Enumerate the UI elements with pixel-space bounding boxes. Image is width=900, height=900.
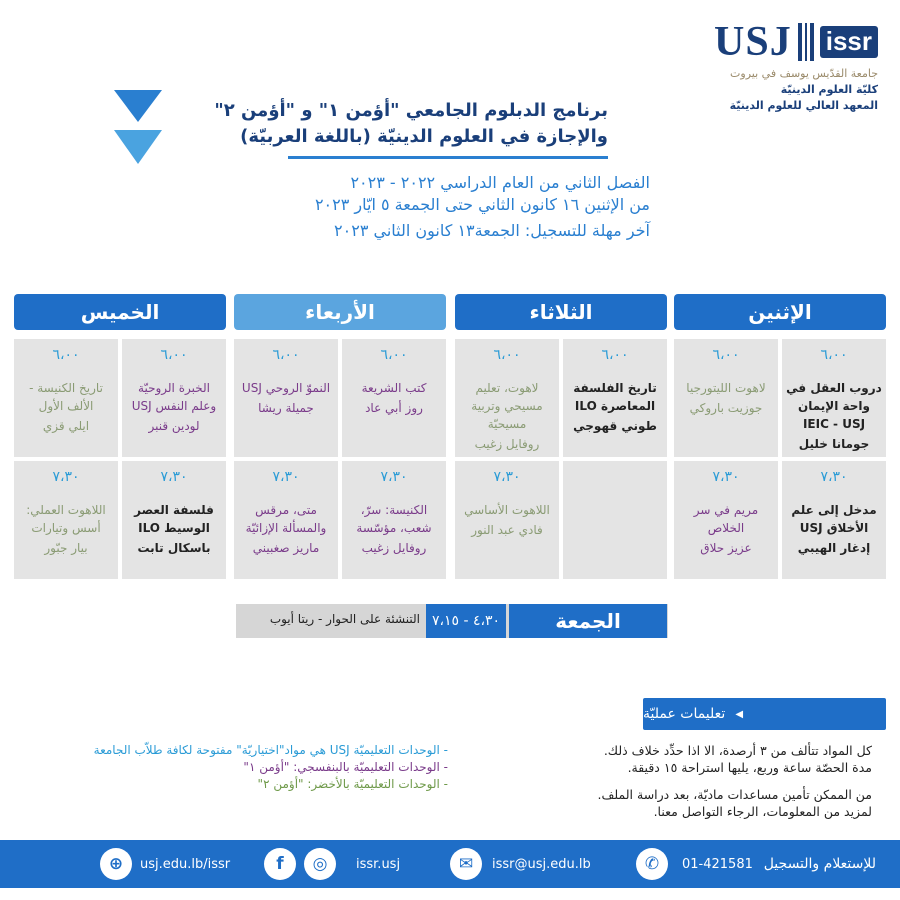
usj-emblem-icon (798, 23, 814, 61)
footer-web[interactable] (100, 840, 230, 888)
practical-info-text (572, 742, 872, 820)
schedule-cell-thu-3 (122, 461, 226, 579)
day-header-tuesday: الثلاثاء (455, 294, 667, 330)
schedule-cell-thu-4 (14, 461, 118, 579)
teacher-name: باسكال تابت (137, 541, 211, 555)
schedule-cell-mon-3 (782, 461, 886, 579)
teacher-name: روفايل زغيب (474, 437, 540, 451)
course-name: لاهوت الليتورجيا (686, 381, 766, 395)
course-name: الخبرة الروحيّة وعلم النفس USJ (131, 381, 217, 413)
logo-university-name: جامعة القدّيس يوسف في بيروت (730, 67, 878, 80)
facebook-icon: f (264, 848, 296, 880)
teacher-name: جومانا خليل (798, 437, 870, 451)
usj-wordmark: USJ (714, 19, 792, 65)
contact-label: للإستعلام والتسجيل (763, 856, 876, 872)
schedule-cell-tue-2 (455, 339, 559, 457)
title-line-2: والإجازة في العلوم الدينيّة (باللغة العربيّة) (240, 126, 608, 147)
schedule-cell-tue-1 (563, 339, 667, 457)
friday-time: ٤،٣٠ - ٧،١٥ (426, 604, 506, 638)
semester-line: الفصل الثاني من العام الدراسي ٢٠٢٢ - ٢٠٢٣ (350, 173, 650, 192)
schedule-cell-tue-3 (563, 461, 667, 579)
title-underline (288, 156, 608, 159)
logo-marks (698, 18, 878, 66)
social-handle: issr.usj (356, 856, 401, 872)
logo-institute-name: المعهد العالي للعلوم الدينيّة (729, 99, 878, 112)
teacher-name: ايلي قزي (42, 419, 90, 433)
slot-time: ٧،٣٠ (820, 469, 848, 485)
course-name: النموّ الروحي USJ (241, 381, 331, 395)
course-name: لاهوت، تعليم مسيحي وتربية مسيحيّة (471, 381, 543, 431)
usj-issr-logo (698, 18, 878, 114)
slot-time: ٦،٠٠ (493, 347, 521, 363)
schedule-cell-wed-3 (342, 461, 446, 579)
slot-time: ٧،٣٠ (272, 469, 300, 485)
triangle-right-icon: ◀ (735, 708, 744, 720)
footer-label-wrap (764, 840, 876, 888)
schedule-cell-mon-4 (674, 461, 778, 579)
teacher-name: فادي عبد النور (471, 523, 543, 537)
teacher-name: عزيز حلاق (700, 541, 752, 555)
slot-time: ٦،٠٠ (272, 347, 300, 363)
instagram-icon: ◎ (304, 848, 336, 880)
day-header-wednesday: الأربعاء (234, 294, 446, 330)
course-name: متى، مرقس والمسألة الإزائيّة (245, 503, 327, 535)
footer-contact-bar (0, 840, 900, 888)
slot-time: ٦،٠٠ (160, 347, 188, 363)
title-line-1: برنامج الدبلوم الجامعي "أؤمن ١" و "أؤمن ٢" (214, 100, 608, 121)
slot-time: ٧،٣٠ (380, 469, 408, 485)
course-name: اللاهوت الأساسي (464, 503, 550, 517)
teacher-name: لودين قنبر (148, 419, 200, 433)
slot-time: ٧،٣٠ (493, 469, 521, 485)
course-name: دروب العقل في واحة الإيمان IEIC - USJ (786, 381, 882, 431)
slot-time: ٦،٠٠ (820, 347, 848, 363)
course-name: مدخل إلى علم الأخلاق USJ (791, 503, 877, 535)
practical-info-label: تعليمات عمليّة (643, 706, 726, 722)
schedule-cell-thu-1 (122, 339, 226, 457)
course-name: تاريخ الكنيسة - الألف الأول (29, 381, 103, 413)
footer-social[interactable] (264, 840, 400, 888)
course-name: تاريخ الفلسفة المعاصرة ILO (573, 381, 657, 413)
program-title (214, 98, 608, 159)
dates-line: من الإثنين ١٦ كانون الثاني حتى الجمعة ٥ ايّار ٢٠٢٣ (314, 195, 650, 214)
slot-time: ٦،٠٠ (712, 347, 740, 363)
globe-icon: ⊕ (100, 848, 132, 880)
day-header-thursday: الخميس (14, 294, 226, 330)
teacher-name: روفايل زغيب (361, 541, 427, 555)
teacher-name: ماريز صغبيني (252, 541, 320, 555)
slot-time: ٧،٣٠ (160, 469, 188, 485)
triangle-down-icon (114, 90, 162, 122)
slot-time: ٧،٣٠ (712, 469, 740, 485)
issr-wordmark: issr (820, 26, 878, 58)
slot-time: ٦،٠٠ (601, 347, 629, 363)
footer-phone[interactable] (636, 840, 753, 888)
triangle-down-icon (114, 130, 162, 164)
teacher-name: جوزيت باروكي (689, 401, 763, 415)
schedule-cell-wed-1 (342, 339, 446, 457)
note-green: - الوحدات التعليميّة بالأخضر: "أؤمن ٢" (257, 777, 448, 791)
teacher-name: إدغار الهيبي (797, 541, 871, 555)
course-name: الكنيسة: سرّ، شعب، مؤسّسة (356, 503, 432, 535)
teacher-name: طوني قهوجي (573, 419, 657, 433)
schedule-cell-thu-2 (14, 339, 118, 457)
teacher-name: بيار جبّور (44, 541, 88, 555)
day-header-monday: الإثنين (674, 294, 886, 330)
schedule-cell-mon-2 (674, 339, 778, 457)
slot-time: ٧،٣٠ (52, 469, 80, 485)
schedule-cell-mon-1 (782, 339, 886, 457)
course-name: كتب الشريعة (361, 381, 427, 395)
info-line: كل المواد تتألف من ٣ أرصدة، الا اذا حدِّد خلاف ذلك. (603, 743, 872, 758)
schedule-cell-wed-4 (234, 461, 338, 579)
phone-number: 01-421581 (682, 856, 753, 872)
info-line: مدة الحصّة ساعة وربع، يليها استراحة ١٥ دقيقة. (627, 760, 872, 775)
website: usj.edu.lb/issr (140, 856, 231, 872)
envelope-icon: ✉ (450, 848, 482, 880)
email-address: issr@usj.edu.lb (492, 856, 591, 872)
practical-info-button[interactable] (643, 698, 886, 730)
note-purple: - الوحدات التعليميّة بالبنفسجي: "أؤمن ١" (243, 760, 448, 774)
teacher-name: روز أبي عاد (365, 401, 423, 415)
schedule-cell-tue-4 (455, 461, 559, 579)
slot-time: ٦،٠٠ (380, 347, 408, 363)
course-name: فلسفة العصر الوسيط ILO (134, 503, 214, 535)
legend-notes (48, 742, 448, 793)
course-name: مريم في سر الخلاص (693, 503, 759, 535)
deadline-line: آخر مهلة للتسجيل: الجمعة١٣ كانون الثاني ٢٠٢٣ (334, 221, 650, 240)
schedule-cell-wed-2 (234, 339, 338, 457)
day-header-friday: الجمعة (509, 604, 667, 638)
slot-time: ٦،٠٠ (52, 347, 80, 363)
semester-info (230, 172, 650, 242)
course-name: اللاهوت العملي: أسس وتيارات (26, 503, 106, 535)
friday-course: التنشئة على الحوار - ريتا أيوب (269, 612, 420, 626)
logo-faculty-name: كليّة العلوم الدينيّة (780, 83, 878, 96)
info-line: لمزيد من المعلومات، الرجاء التواصل معنا. (653, 804, 872, 819)
teacher-name: جميلة ريشا (258, 401, 314, 415)
footer-email[interactable] (450, 840, 591, 888)
note-usj: - الوحدات التعليميّة USJ هي مواد"اختياريّة" مفتوحة لكافة طلاّب الجامعة (93, 743, 448, 757)
phone-icon: ✆ (636, 848, 668, 880)
info-line: من الممكن تأمين مساعدات ماديّة، بعد دراسة الملف. (597, 787, 872, 802)
